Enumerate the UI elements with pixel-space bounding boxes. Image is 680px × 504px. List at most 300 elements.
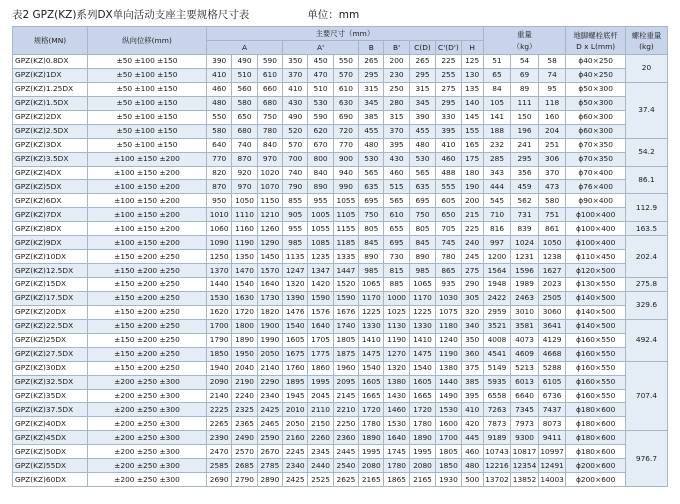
dim-cd-prime-cell: 1490 [436, 389, 461, 403]
header-b-prime: B' [384, 41, 409, 55]
dim-cd-prime-cell: 1180 [436, 319, 461, 333]
dim-a-cell: 2490 [232, 431, 257, 445]
bolt-cell: ϕ200×600 [566, 473, 626, 487]
nut-weight-cell: 163.5 [625, 222, 667, 236]
weight-cell: 3521 [483, 319, 511, 333]
dim-a-prime-cell: 550 [333, 55, 358, 69]
dim-a-cell: 1800 [232, 319, 257, 333]
model-cell: GPZ(KZ)1DX [13, 68, 88, 82]
dim-a-cell: 920 [232, 166, 257, 180]
dim-a-prime-cell: 2445 [333, 445, 358, 459]
table-row [13, 222, 668, 236]
dim-cd-cell: 1995 [409, 445, 435, 459]
displacement-cell: ±200 ±250 ±300 [87, 445, 206, 459]
weight-cell: 710 [483, 208, 511, 222]
dim-b-prime-cell: 1745 [384, 445, 409, 459]
dim-h-cell: 175 [461, 152, 483, 166]
dim-b-prime-cell: 515 [384, 180, 409, 194]
dim-b-prime-cell: 655 [384, 222, 409, 236]
weight-cell: 751 [538, 208, 566, 222]
model-cell: GPZ(KZ)1.25DX [13, 82, 88, 96]
dim-h-cell: 200 [461, 194, 483, 208]
dim-a-cell: 1290 [257, 236, 282, 250]
bolt-cell: ϕ100×400 [566, 208, 626, 222]
table-row [13, 445, 668, 459]
dim-a-cell: 1250 [207, 250, 232, 264]
dim-a-prime-cell: 2360 [333, 431, 358, 445]
nut-weight-cell: 275.8 [625, 278, 667, 292]
dim-a-cell: 1450 [257, 250, 282, 264]
bolt-cell: ϕ70×400 [566, 166, 626, 180]
dim-a-cell: 1470 [232, 264, 257, 278]
dim-cd-prime-cell: 1075 [436, 305, 461, 319]
dim-b-cell: 635 [359, 180, 384, 194]
table-row [13, 361, 668, 375]
dim-a-cell: 1160 [232, 222, 257, 236]
weight-cell: 3010 [511, 305, 539, 319]
table-row [13, 208, 668, 222]
model-cell: GPZ(KZ)4DX [13, 166, 88, 180]
dim-a-prime-cell: 490 [283, 110, 308, 124]
table-row [13, 431, 668, 445]
dim-cd-cell: 1720 [409, 403, 435, 417]
dim-cd-cell: 1330 [409, 319, 435, 333]
model-cell: GPZ(KZ)7DX [13, 208, 88, 222]
dim-b-prime-cell: 1025 [384, 305, 409, 319]
weight-cell: 2959 [483, 305, 511, 319]
dim-cd-cell: 390 [409, 110, 435, 124]
dim-a-cell: 1440 [207, 278, 232, 292]
displacement-cell: ±50 ±100 ±150 [87, 96, 206, 110]
dim-a-cell: 950 [207, 194, 232, 208]
dim-a-prime-cell: 470 [308, 68, 333, 82]
dim-a-prime-cell: 430 [283, 96, 308, 110]
weight-cell: 1238 [538, 250, 566, 264]
bolt-cell: ϕ160×550 [566, 347, 626, 361]
displacement-cell: ±100 ±150 ±200 [87, 180, 206, 194]
dim-b-prime-cell: 200 [384, 55, 409, 69]
dim-cd-cell: 695 [409, 194, 435, 208]
displacement-cell: ±150 ±200 ±250 [87, 333, 206, 347]
bolt-cell: ϕ40×250 [566, 68, 626, 82]
dim-a-prime-cell: 530 [308, 96, 333, 110]
model-cell: GPZ(KZ)6DX [13, 194, 88, 208]
bolt-cell: ϕ130×550 [566, 278, 626, 292]
dim-h-cell: 245 [461, 250, 483, 264]
table-row [13, 375, 668, 389]
table-row [13, 194, 668, 208]
weight-cell: 232 [483, 138, 511, 152]
dim-a-prime-cell: 570 [283, 138, 308, 152]
model-cell: GPZ(KZ)25DX [13, 333, 88, 347]
weight-cell: 370 [538, 166, 566, 180]
dim-a-prime-cell: 2110 [308, 403, 333, 417]
weight-cell: 4609 [511, 347, 539, 361]
dim-a-cell: 510 [232, 68, 257, 82]
dim-a-cell: 2225 [207, 403, 232, 417]
bolt-cell: ϕ100×400 [566, 236, 626, 250]
dim-a-cell: 480 [207, 96, 232, 110]
weight-cell: 6640 [511, 389, 539, 403]
dim-h-cell: 165 [461, 138, 483, 152]
dim-a-prime-cell: 2045 [308, 389, 333, 403]
header-nut-weight: 螺栓重量 (kg) [625, 27, 667, 55]
displacement-cell: ±200 ±250 ±300 [87, 417, 206, 431]
table-row [13, 166, 668, 180]
model-cell: GPZ(KZ)9DX [13, 236, 88, 250]
dim-h-cell: 290 [461, 278, 483, 292]
dim-a-prime-cell: 2340 [283, 459, 308, 473]
dim-a-cell: 1110 [232, 208, 257, 222]
model-cell: GPZ(KZ)50DX [13, 445, 88, 459]
dim-a-cell: 1620 [207, 305, 232, 319]
dim-h-cell: 240 [461, 236, 483, 250]
dim-cd-prime-cell: 865 [436, 264, 461, 278]
displacement-cell: ±150 ±200 ±250 [87, 278, 206, 292]
dim-a-prime-cell: 2010 [283, 403, 308, 417]
displacement-cell: ±200 ±250 ±300 [87, 431, 206, 445]
table-row [13, 389, 668, 403]
dim-a-prime-cell: 1055 [333, 194, 358, 208]
dim-b-cell: 295 [359, 68, 384, 82]
dim-a-prime-cell: 740 [283, 166, 308, 180]
dim-b-cell: 805 [359, 222, 384, 236]
table-body [13, 55, 668, 487]
dim-cd-prime-cell: 1530 [436, 403, 461, 417]
weight-cell: 1989 [511, 278, 539, 292]
weight-cell: 4541 [483, 347, 511, 361]
bolt-cell: ϕ40×250 [566, 55, 626, 69]
dim-cd-cell: 1065 [409, 278, 435, 292]
displacement-cell: ±100 ±150 ±200 [87, 152, 206, 166]
dim-a-cell: 2590 [257, 431, 282, 445]
table-row [13, 417, 668, 431]
dim-a-cell: 2140 [257, 361, 282, 375]
weight-cell: 5213 [511, 361, 539, 375]
table-row [13, 236, 668, 250]
dim-a-prime-cell: 1185 [333, 236, 358, 250]
model-cell: GPZ(KZ)3.5DX [13, 152, 88, 166]
dim-a-cell: 1530 [207, 291, 232, 305]
weight-cell: 1596 [511, 264, 539, 278]
dim-a-cell: 970 [257, 152, 282, 166]
dim-a-cell: 1060 [207, 222, 232, 236]
weight-cell: 51 [483, 55, 511, 69]
dim-a-cell: 750 [257, 110, 282, 124]
weight-cell: 118 [538, 96, 566, 110]
dim-a-cell: 1940 [207, 361, 232, 375]
dim-h-cell: 305 [461, 291, 483, 305]
dim-cd-prime-cell: 1850 [436, 459, 461, 473]
dim-a-cell: 1150 [257, 194, 282, 208]
dim-a-prime-cell: 855 [283, 194, 308, 208]
dim-a-cell: 2465 [257, 417, 282, 431]
dim-cd-prime-cell: 650 [436, 208, 461, 222]
dim-h-cell: 410 [461, 403, 483, 417]
dim-a-cell: 2325 [232, 403, 257, 417]
bolt-cell: ϕ100×400 [566, 222, 626, 236]
dim-cd-cell: 295 [409, 68, 435, 82]
displacement-cell: ±50 ±100 ±150 [87, 82, 206, 96]
bolt-cell: ϕ70×350 [566, 152, 626, 166]
bolt-cell: ϕ180×600 [566, 403, 626, 417]
dim-cd-cell: 1170 [409, 291, 435, 305]
header-cd-prime: C'(D') [436, 41, 461, 55]
model-cell: GPZ(KZ)40DX [13, 417, 88, 431]
weight-cell: 150 [511, 110, 539, 124]
table-row [13, 82, 668, 96]
dim-cd-cell: 530 [409, 152, 435, 166]
dim-cd-prime-cell: 1380 [436, 361, 461, 375]
dim-a-prime-cell: 1895 [283, 375, 308, 389]
dim-a-prime-cell: 1520 [333, 278, 358, 292]
weight-cell: 7263 [483, 403, 511, 417]
dim-h-cell: 180 [461, 166, 483, 180]
dim-a-prime-cell: 1740 [333, 319, 358, 333]
table-title: 表2 GPZ(KZ)系列DX单向活动支座主要规格尺寸表 单位：mm [12, 9, 360, 21]
dim-a-cell: 1730 [257, 291, 282, 305]
dim-a-prime-cell: 1995 [308, 375, 333, 389]
dim-cd-cell: 1890 [409, 431, 435, 445]
dim-a-prime-cell: 1420 [308, 278, 333, 292]
bolt-cell: ϕ76×400 [566, 180, 626, 194]
dim-a-cell: 1640 [257, 278, 282, 292]
dim-a-cell: 2425 [257, 403, 282, 417]
dim-a-prime-cell: 1590 [333, 291, 358, 305]
dim-a-prime-cell: 1675 [283, 347, 308, 361]
dim-a-prime-cell: 1945 [283, 389, 308, 403]
dim-a-prime-cell: 1390 [283, 291, 308, 305]
nut-weight-cell: 54.2 [625, 138, 667, 166]
weight-cell: 295 [511, 152, 539, 166]
model-cell: GPZ(KZ)17.5DX [13, 291, 88, 305]
dim-a-cell: 550 [207, 110, 232, 124]
model-cell: GPZ(KZ)0.8DX [13, 55, 88, 69]
dim-cd-cell: 1780 [409, 417, 435, 431]
dim-a-prime-cell: 900 [333, 152, 358, 166]
dim-a-cell: 680 [232, 124, 257, 138]
weight-cell: 111 [511, 96, 539, 110]
dim-b-prime-cell: 1460 [384, 403, 409, 417]
dim-h-cell: 155 [461, 124, 483, 138]
displacement-cell: ±200 ±250 ±300 [87, 473, 206, 487]
dim-a-prime-cell: 670 [308, 138, 333, 152]
dim-h-cell: 395 [461, 389, 483, 403]
weight-cell: 9300 [511, 431, 539, 445]
weight-cell: 285 [483, 152, 511, 166]
dim-a-cell: 1990 [257, 333, 282, 347]
dim-a-cell: 560 [232, 82, 257, 96]
dim-a-prime-cell: 940 [333, 166, 358, 180]
dim-a-prime-cell: 700 [283, 152, 308, 166]
dim-b-prime-cell: 430 [384, 152, 409, 166]
dim-b-cell: 1225 [359, 305, 384, 319]
weight-cell: 13852 [511, 473, 539, 487]
weight-cell: 1627 [538, 264, 566, 278]
weight-cell: 6736 [538, 389, 566, 403]
dim-a-prime-cell: 2050 [283, 417, 308, 431]
weight-cell: 1200 [483, 250, 511, 264]
table-row [13, 55, 668, 69]
dim-a-prime-cell: 2625 [333, 473, 358, 487]
displacement-cell: ±50 ±100 ±150 [87, 110, 206, 124]
model-cell: GPZ(KZ)30DX [13, 361, 88, 375]
bolt-cell: ϕ140×500 [566, 319, 626, 333]
dim-cd-prime-cell: 1600 [436, 417, 461, 431]
table-row [13, 96, 668, 110]
dim-cd-prime-cell: 330 [436, 110, 461, 124]
dim-a-cell: 1570 [257, 264, 282, 278]
dim-b-cell: 530 [359, 152, 384, 166]
displacement-cell: ±100 ±150 ±200 [87, 208, 206, 222]
dim-cd-cell: 985 [409, 264, 435, 278]
dim-a-cell: 1700 [207, 319, 232, 333]
dim-a-prime-cell: 1805 [333, 333, 358, 347]
dim-b-prime-cell: 695 [384, 236, 409, 250]
weight-cell: 65 [483, 68, 511, 82]
dim-a-cell: 2040 [232, 361, 257, 375]
dim-b-prime-cell: 1130 [384, 319, 409, 333]
dim-a-cell: 1070 [257, 180, 282, 194]
bolt-cell: ϕ160×550 [566, 389, 626, 403]
dim-b-prime-cell: 730 [384, 250, 409, 264]
dim-a-cell: 2690 [207, 473, 232, 487]
dim-a-prime-cell: 1705 [308, 333, 333, 347]
dim-b-prime-cell: 370 [384, 124, 409, 138]
dim-b-cell: 1665 [359, 389, 384, 403]
dim-a-cell: 2290 [257, 375, 282, 389]
dim-b-cell: 750 [359, 208, 384, 222]
displacement-cell: ±100 ±150 ±200 [87, 166, 206, 180]
dim-a-cell: 970 [232, 180, 257, 194]
table-row [13, 152, 668, 166]
displacement-cell: ±50 ±100 ±150 [87, 55, 206, 69]
dim-a-cell: 1010 [207, 208, 232, 222]
dim-b-cell: 385 [359, 110, 384, 124]
dim-a-cell: 580 [207, 124, 232, 138]
dim-a-prime-cell: 2145 [333, 389, 358, 403]
weight-cell: 12354 [511, 459, 539, 473]
dim-b-prime-cell: 1780 [384, 459, 409, 473]
header-bolt: 地脚螺栓底杆 D x L(mm) [566, 27, 626, 55]
weight-cell: 816 [483, 222, 511, 236]
dim-a-cell: 2365 [232, 417, 257, 431]
dim-h-cell: 460 [461, 445, 483, 459]
dim-a-prime-cell: 570 [333, 68, 358, 82]
dim-cd-cell: 315 [409, 82, 435, 96]
dim-a-prime-cell: 1576 [308, 305, 333, 319]
dim-a-cell: 1260 [257, 222, 282, 236]
dim-b-prime-cell: 460 [384, 166, 409, 180]
dim-a-cell: 2470 [207, 445, 232, 459]
dim-cd-cell: 345 [409, 96, 435, 110]
header-a-prime: A' [283, 41, 359, 55]
dim-a-prime-cell: 1775 [308, 347, 333, 361]
dim-a-prime-cell: 1476 [283, 305, 308, 319]
weight-cell: 12491 [538, 459, 566, 473]
dim-h-cell: 445 [461, 431, 483, 445]
weight-cell: 4008 [483, 333, 511, 347]
dim-b-prime-cell: 610 [384, 208, 409, 222]
dim-a-prime-cell: 1247 [283, 264, 308, 278]
dim-a-cell: 2585 [207, 459, 232, 473]
dim-a-prime-cell: 1155 [333, 222, 358, 236]
dim-cd-prime-cell: 780 [436, 250, 461, 264]
model-cell: GPZ(KZ)8DX [13, 222, 88, 236]
dim-b-prime-cell: 1320 [384, 361, 409, 375]
dim-a-cell: 840 [257, 138, 282, 152]
bolt-cell: ϕ70×350 [566, 138, 626, 152]
weight-cell: 69 [511, 68, 539, 82]
dim-a-prime-cell: 1590 [308, 291, 333, 305]
dim-a-cell: 870 [232, 152, 257, 166]
dim-b-cell: 265 [359, 55, 384, 69]
dim-b-cell: 315 [359, 82, 384, 96]
dim-a-prime-cell: 350 [283, 55, 308, 69]
dim-b-prime-cell: 885 [384, 278, 409, 292]
weight-cell: 251 [538, 138, 566, 152]
dim-h-cell: 360 [461, 347, 483, 361]
dim-a-cell: 1350 [232, 250, 257, 264]
weight-cell: 7873 [483, 417, 511, 431]
dim-a-cell: 580 [232, 96, 257, 110]
bolt-cell: ϕ200×600 [566, 459, 626, 473]
table-row [13, 291, 668, 305]
dim-cd-prime-cell: 1700 [436, 431, 461, 445]
dim-b-cell: 1540 [359, 361, 384, 375]
weight-cell: 160 [538, 110, 566, 124]
weight-cell: 204 [538, 124, 566, 138]
model-cell: GPZ(KZ)32.5DX [13, 375, 88, 389]
dim-b-prime-cell: 1530 [384, 417, 409, 431]
weight-cell: 58 [538, 55, 566, 69]
dim-a-cell: 2685 [232, 459, 257, 473]
dim-a-cell: 610 [257, 68, 282, 82]
dim-a-cell: 780 [257, 124, 282, 138]
dim-b-prime-cell: 230 [384, 68, 409, 82]
weight-cell: 3060 [538, 305, 566, 319]
table-row [13, 333, 668, 347]
bolt-cell: ϕ180×600 [566, 445, 626, 459]
table-row [13, 250, 668, 264]
dim-a-prime-cell: 1860 [308, 361, 333, 375]
weight-cell: 1948 [483, 278, 511, 292]
dim-a-prime-cell: 520 [283, 124, 308, 138]
displacement-cell: ±100 ±150 ±200 [87, 236, 206, 250]
weight-cell: 188 [483, 124, 511, 138]
displacement-cell: ±150 ±200 ±250 [87, 250, 206, 264]
dim-a-prime-cell: 1875 [333, 347, 358, 361]
dim-cd-prime-cell: 275 [436, 82, 461, 96]
dim-a-cell: 1820 [257, 305, 282, 319]
dim-a-prime-cell: 1085 [308, 236, 333, 250]
dim-b-cell: 1065 [359, 278, 384, 292]
dim-b-cell: 985 [359, 264, 384, 278]
dim-a-cell: 2050 [257, 347, 282, 361]
dim-h-cell: 385 [461, 375, 483, 389]
dim-a-prime-cell: 2440 [308, 459, 333, 473]
dim-a-prime-cell: 2245 [283, 445, 308, 459]
bolt-cell: ϕ140×500 [566, 291, 626, 305]
dim-h-cell: 140 [461, 96, 483, 110]
dim-a-cell: 640 [207, 138, 232, 152]
dim-cd-cell: 455 [409, 124, 435, 138]
header-weight: 重量 （kg） [483, 27, 566, 55]
nut-weight-cell: 329.6 [625, 291, 667, 319]
bolt-cell: ϕ140×500 [566, 305, 626, 319]
dim-b-cell: 565 [359, 166, 384, 180]
bolt-cell: ϕ90×400 [566, 194, 626, 208]
